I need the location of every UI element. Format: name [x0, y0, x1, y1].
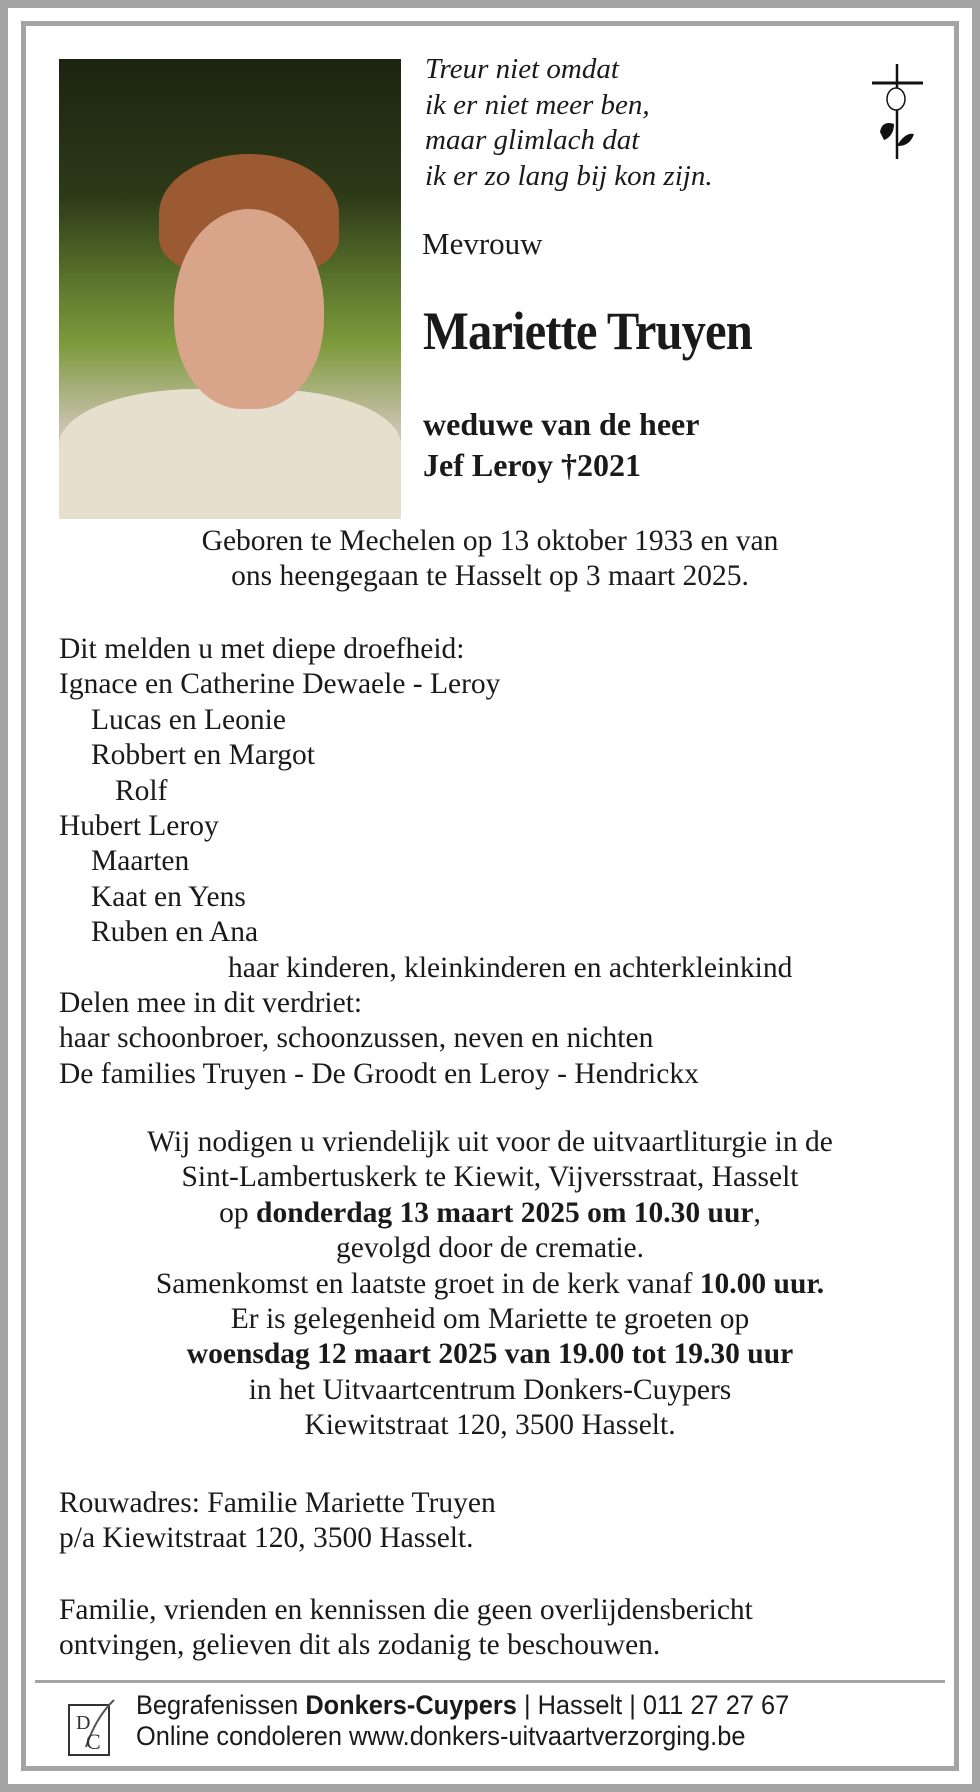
poem [425, 52, 713, 194]
cross-rose-icon [870, 62, 925, 162]
funeral-home-line [136, 1690, 789, 1721]
family-line: Hubert Leroy [59, 810, 219, 843]
svg-text:C: C [86, 1729, 101, 1754]
address-line: p/a Kiewitstraat 120, 3500 Hasselt. [59, 1522, 474, 1555]
spouse-name: Jef Leroy †2021 [423, 447, 642, 483]
birth-death-info [59, 524, 921, 595]
family-line: Lucas en Leonie [91, 703, 286, 736]
family-line: Dit melden u met diepe droefheid: [59, 633, 465, 665]
family-line: Ruben en Ana [91, 916, 259, 949]
text: op [219, 1196, 257, 1229]
family-line: Rolf [115, 774, 168, 807]
notice [59, 1593, 921, 1664]
visitation-datetime [59, 1337, 921, 1372]
salutation: Mevrouw [422, 226, 543, 261]
family-line: haar kinderen, kleinkinderen en achterkleinkind [228, 951, 793, 984]
cremation-line: gevolgd door de crematie. [336, 1232, 644, 1265]
gathering-time: 10.00 uur. [699, 1267, 825, 1300]
address-line: Rouwadres: Familie Mariette Truyen [59, 1487, 496, 1519]
service-date-line [59, 1196, 921, 1231]
family-line: Ignace en Catherine Dewaele - Leroy [59, 668, 501, 701]
funeral-center: in het Uitvaartcentrum Donkers-Cuypers [248, 1373, 732, 1406]
visitation-datetime-text: woensdag 12 maart 2025 van 19.00 tot 19.30 uur [186, 1338, 794, 1371]
text: Begrafenissen [136, 1690, 306, 1720]
funeral-invitation [59, 1125, 921, 1444]
svg-text:D: D [76, 1712, 91, 1734]
poem-line: ik er zo lang bij kon zijn. [425, 159, 713, 192]
church-line: Sint-Lambertuskerk te Kiewit, Vijversstraat, Hasselt [181, 1161, 799, 1194]
widow-line: weduwe van de heer [423, 406, 700, 442]
family-line: Maarten [91, 845, 190, 878]
poem-line: maar glimlach dat [425, 124, 640, 156]
location-phone: | Hasselt | 011 27 27 67 [516, 1690, 790, 1720]
family-line: De families Truyen - De Groodt en Leroy - Hendrickx [59, 1057, 699, 1090]
birth-line: Geboren te Mechelen op 13 oktober 1933 en van [201, 525, 779, 557]
widow-of [423, 404, 699, 486]
mourning-address [59, 1486, 921, 1557]
invitation-line: Wij nodigen u vriendelijk uit voor de uitvaartliturgie in de [147, 1126, 833, 1158]
notice-line: ontvingen, gelieven dit als zodanig te beschouwen. [59, 1629, 661, 1662]
company-name: Donkers-Cuypers [305, 1690, 517, 1720]
text: Samenkomst en laatste groet in de kerk vanaf [155, 1267, 700, 1300]
poem-line: Treur niet omdat [425, 53, 619, 85]
poem-line: ik er niet meer ben, [425, 88, 650, 121]
footer-divider [35, 1680, 945, 1683]
funeral-center-address: Kiewitstraat 120, 3500 Hasselt. [304, 1409, 676, 1442]
funeral-home-logo-icon [66, 1697, 116, 1759]
family-line: Kaat en Yens [91, 880, 246, 913]
condolence-link[interactable]: Online condoleren www.donkers-uitvaartverzorging.be [136, 1721, 746, 1751]
notice-line: Familie, vrienden en kennissen die geen overlijdensbericht [59, 1594, 753, 1626]
family-list [59, 632, 921, 1092]
deceased-name: Mariette Truyen [423, 301, 752, 361]
portrait-photo [59, 59, 401, 519]
service-datetime: donderdag 13 maart 2025 om 10.30 uur [256, 1196, 754, 1229]
family-line: Robbert en Margot [91, 739, 315, 772]
funeral-home-info [136, 1690, 789, 1752]
family-line: Delen mee in dit verdriet: [59, 987, 363, 1020]
text: , [753, 1196, 761, 1229]
family-line: haar schoonbroer, schoonzussen, neven en nichten [59, 1022, 654, 1055]
visitation-line: Er is gelegenheid om Mariette te groeten op [230, 1303, 750, 1336]
death-line: ons heengegaan te Hasselt op 3 maart 2025. [231, 560, 749, 593]
gathering-line [59, 1267, 921, 1302]
